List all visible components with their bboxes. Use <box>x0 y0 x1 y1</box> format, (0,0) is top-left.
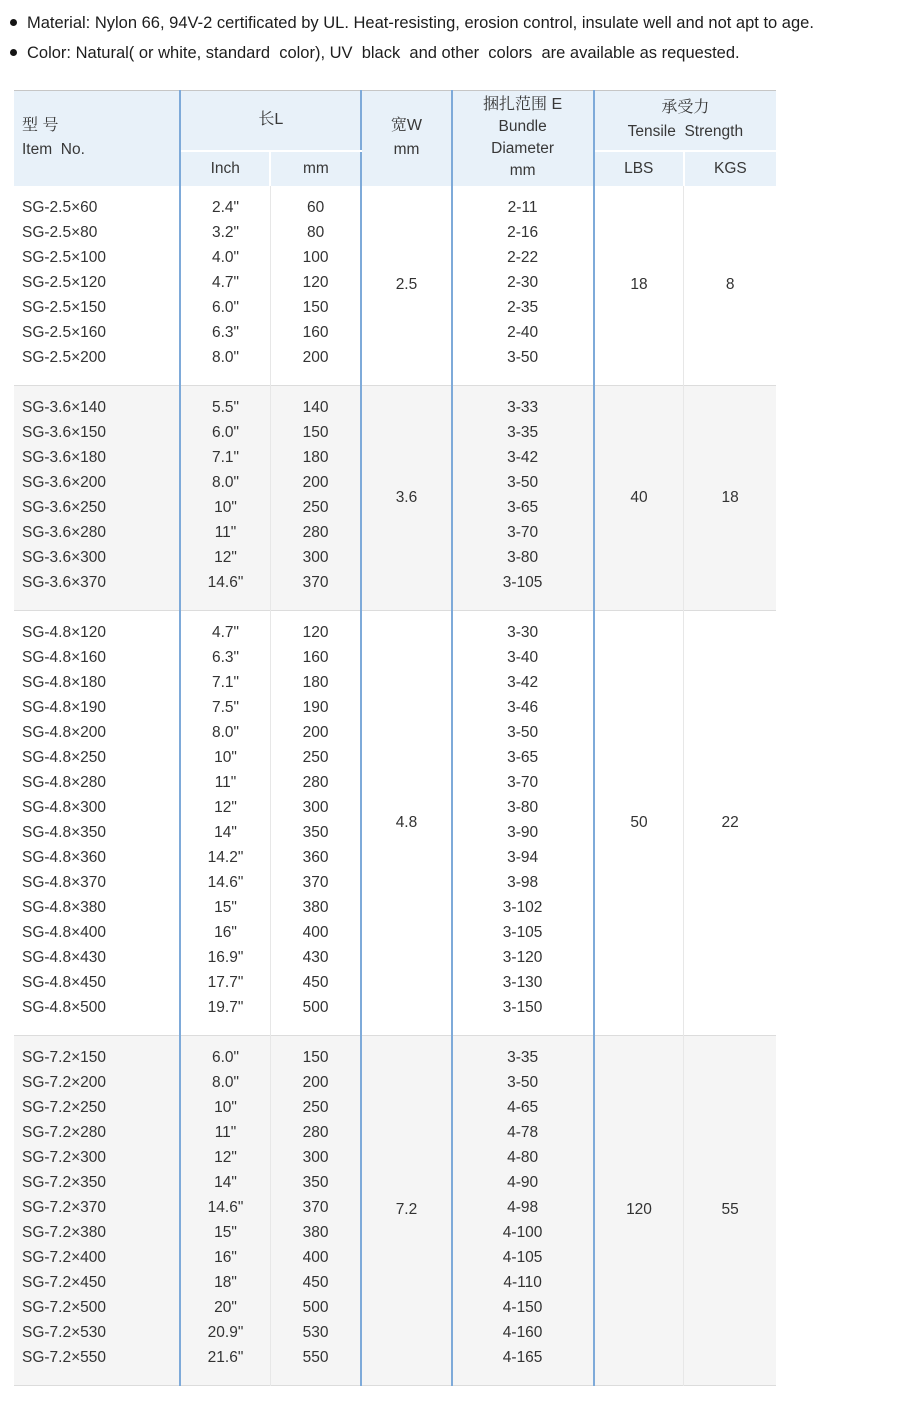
col-header-tensile-strength: 承受力 Tensile Strength <box>594 91 776 151</box>
bundle-diameter-cell: 3-120 <box>452 946 594 971</box>
bundle-diameter-cell: 4-78 <box>452 1121 594 1146</box>
length-mm-cell: 450 <box>270 971 361 996</box>
length-inch-cell: 16.9" <box>180 946 270 971</box>
length-mm-cell: 370 <box>270 1196 361 1221</box>
length-mm-cell: 140 <box>270 385 361 421</box>
length-inch-cell: 12" <box>180 546 270 571</box>
length-mm-cell: 120 <box>270 610 361 646</box>
item-no-cell: SG-7.2×500 <box>14 1296 180 1321</box>
length-mm-cell: 280 <box>270 771 361 796</box>
width-cell: 3.6 <box>361 385 451 610</box>
bundle-diameter-cell: 3-80 <box>452 546 594 571</box>
length-mm-cell: 370 <box>270 571 361 611</box>
length-mm-cell: 300 <box>270 546 361 571</box>
length-mm-cell: 120 <box>270 271 361 296</box>
length-mm-cell: 350 <box>270 1171 361 1196</box>
length-mm-cell: 180 <box>270 671 361 696</box>
item-no-cell: SG-2.5×60 <box>14 186 180 221</box>
col-header-lbs: LBS <box>594 151 684 186</box>
bundle-diameter-cell: 3-70 <box>452 521 594 546</box>
length-mm-cell: 530 <box>270 1321 361 1346</box>
bundle-diameter-cell: 3-46 <box>452 696 594 721</box>
bundle-diameter-cell: 3-42 <box>452 671 594 696</box>
col-header-mm: mm <box>270 151 361 186</box>
bundle-diameter-cell: 3-35 <box>452 421 594 446</box>
length-inch-cell: 2.4" <box>180 186 270 221</box>
length-inch-cell: 6.3" <box>180 646 270 671</box>
bundle-diameter-cell: 3-35 <box>452 1035 594 1071</box>
item-no-cell: SG-7.2×550 <box>14 1346 180 1386</box>
bundle-diameter-cell: 2-22 <box>452 246 594 271</box>
note-material-text: Material: Nylon 66, 94V-2 certificated by UL. Heat-resisting, erosion control, insulate well and not apt to age. <box>27 14 814 32</box>
col-header-kgs: KGS <box>684 151 776 186</box>
item-no-cell: SG-3.6×180 <box>14 446 180 471</box>
length-mm-cell: 60 <box>270 186 361 221</box>
item-no-cell: SG-7.2×300 <box>14 1146 180 1171</box>
bundle-diameter-cell: 3-150 <box>452 996 594 1036</box>
length-inch-cell: 4.7" <box>180 610 270 646</box>
length-inch-cell: 14.2" <box>180 846 270 871</box>
bundle-diameter-cell: 4-165 <box>452 1346 594 1386</box>
bundle-diameter-cell: 3-98 <box>452 871 594 896</box>
length-mm-cell: 200 <box>270 721 361 746</box>
length-inch-cell: 19.7" <box>180 996 270 1036</box>
col-header-inch: Inch <box>180 151 270 186</box>
spec-group <box>14 186 776 386</box>
length-inch-cell: 4.0" <box>180 246 270 271</box>
item-no-cell: SG-2.5×150 <box>14 296 180 321</box>
length-mm-cell: 300 <box>270 796 361 821</box>
length-inch-cell: 7.1" <box>180 671 270 696</box>
length-inch-cell: 16" <box>180 1246 270 1271</box>
bundle-diameter-cell: 2-16 <box>452 221 594 246</box>
length-mm-cell: 150 <box>270 296 361 321</box>
item-no-cell: SG-4.8×160 <box>14 646 180 671</box>
length-mm-cell: 250 <box>270 746 361 771</box>
item-no-cell: SG-2.5×120 <box>14 271 180 296</box>
length-mm-cell: 380 <box>270 896 361 921</box>
length-mm-cell: 380 <box>270 1221 361 1246</box>
tensile-lbs-cell: 50 <box>594 610 684 1035</box>
bundle-diameter-cell: 4-98 <box>452 1196 594 1221</box>
bundle-diameter-cell: 3-70 <box>452 771 594 796</box>
length-inch-cell: 20" <box>180 1296 270 1321</box>
bundle-diameter-cell: 3-130 <box>452 971 594 996</box>
item-no-cell: SG-7.2×530 <box>14 1321 180 1346</box>
length-mm-cell: 160 <box>270 321 361 346</box>
length-mm-cell: 500 <box>270 996 361 1036</box>
length-inch-cell: 7.5" <box>180 696 270 721</box>
length-mm-cell: 150 <box>270 421 361 446</box>
tensile-kgs-cell: 22 <box>721 813 739 831</box>
bullet-icon <box>10 49 17 56</box>
spec-table-header <box>14 91 776 186</box>
bundle-diameter-cell: 2-35 <box>452 296 594 321</box>
bundle-diameter-cell: 2-40 <box>452 321 594 346</box>
length-inch-cell: 11" <box>180 521 270 546</box>
spec-table <box>14 90 776 1386</box>
length-mm-cell: 100 <box>270 246 361 271</box>
length-mm-cell: 400 <box>270 1246 361 1271</box>
length-inch-cell: 4.7" <box>180 271 270 296</box>
bundle-diameter-cell: 4-105 <box>452 1246 594 1271</box>
item-no-cell: SG-2.5×200 <box>14 346 180 386</box>
length-inch-cell: 12" <box>180 1146 270 1171</box>
bundle-diameter-cell: 4-80 <box>452 1146 594 1171</box>
item-no-cell: SG-4.8×200 <box>14 721 180 746</box>
length-inch-cell: 16" <box>180 921 270 946</box>
note-color <box>10 38 910 68</box>
length-mm-cell: 430 <box>270 946 361 971</box>
length-mm-cell: 200 <box>270 346 361 386</box>
length-inch-cell: 14.6" <box>180 1196 270 1221</box>
bundle-diameter-cell: 3-80 <box>452 796 594 821</box>
bundle-diameter-cell: 3-105 <box>452 921 594 946</box>
item-no-cell: SG-4.8×370 <box>14 871 180 896</box>
length-inch-cell: 5.5" <box>180 385 270 421</box>
item-no-cell: SG-4.8×180 <box>14 671 180 696</box>
item-no-cell: SG-4.8×300 <box>14 796 180 821</box>
item-no-cell: SG-7.2×380 <box>14 1221 180 1246</box>
tensile-lbs-cell: 18 <box>594 186 684 386</box>
length-inch-cell: 10" <box>180 496 270 521</box>
item-no-cell: SG-4.8×350 <box>14 821 180 846</box>
item-no-cell: SG-4.8×380 <box>14 896 180 921</box>
length-mm-cell: 280 <box>270 521 361 546</box>
length-mm-cell: 80 <box>270 221 361 246</box>
length-mm-cell: 160 <box>270 646 361 671</box>
table-row <box>14 186 776 221</box>
col-header-item-en: Item No. <box>22 141 85 159</box>
length-inch-cell: 17.7" <box>180 971 270 996</box>
table-row <box>14 610 776 646</box>
product-notes <box>0 0 910 68</box>
length-mm-cell: 500 <box>270 1296 361 1321</box>
tensile-kgs-cell: 8 <box>725 276 735 293</box>
item-no-cell: SG-4.8×280 <box>14 771 180 796</box>
item-no-cell: SG-2.5×80 <box>14 221 180 246</box>
bundle-diameter-cell: 3-105 <box>452 571 594 611</box>
length-inch-cell: 8.0" <box>180 471 270 496</box>
length-mm-cell: 250 <box>270 496 361 521</box>
length-mm-cell: 360 <box>270 846 361 871</box>
length-inch-cell: 18" <box>180 1271 270 1296</box>
width-cell: 7.2 <box>361 1035 451 1385</box>
spec-group <box>14 1035 776 1385</box>
length-inch-cell: 14.6" <box>180 571 270 611</box>
spec-group <box>14 610 776 1035</box>
item-no-cell: SG-4.8×430 <box>14 946 180 971</box>
bundle-diameter-cell: 3-42 <box>452 446 594 471</box>
length-mm-cell: 300 <box>270 1146 361 1171</box>
length-mm-cell: 400 <box>270 921 361 946</box>
length-inch-cell: 6.3" <box>180 321 270 346</box>
item-no-cell: SG-3.6×370 <box>14 571 180 611</box>
length-mm-cell: 200 <box>270 471 361 496</box>
item-no-cell: SG-2.5×160 <box>14 321 180 346</box>
bundle-diameter-cell: 4-110 <box>452 1271 594 1296</box>
item-no-cell: SG-4.8×360 <box>14 846 180 871</box>
length-inch-cell: 11" <box>180 771 270 796</box>
bundle-diameter-cell: 3-50 <box>452 346 594 386</box>
length-inch-cell: 15" <box>180 896 270 921</box>
length-mm-cell: 200 <box>270 1071 361 1096</box>
col-header-length: 长L <box>180 91 361 151</box>
col-header-item-zh: 型 号 <box>22 117 59 135</box>
bullet-icon <box>10 19 17 26</box>
bundle-diameter-cell: 3-65 <box>452 746 594 771</box>
bundle-diameter-cell: 3-90 <box>452 821 594 846</box>
bundle-diameter-cell: 4-150 <box>452 1296 594 1321</box>
length-inch-cell: 7.1" <box>180 446 270 471</box>
item-no-cell: SG-7.2×400 <box>14 1246 180 1271</box>
tensile-kgs-cell: 55 <box>721 1201 739 1218</box>
col-header-bundle-diameter: 捆扎范围 E Bundle Diameter mm <box>452 91 594 186</box>
bundle-diameter-cell: 3-33 <box>452 385 594 421</box>
item-no-cell: SG-3.6×140 <box>14 385 180 421</box>
col-header-width: 宽W mm <box>361 91 451 186</box>
tensile-kgs-cell: 18 <box>721 488 739 506</box>
item-no-cell: SG-7.2×200 <box>14 1071 180 1096</box>
length-mm-cell: 250 <box>270 1096 361 1121</box>
length-inch-cell: 3.2" <box>180 221 270 246</box>
item-no-cell: SG-4.8×500 <box>14 996 180 1036</box>
item-no-cell: SG-3.6×300 <box>14 546 180 571</box>
bundle-diameter-cell: 3-102 <box>452 896 594 921</box>
note-material <box>10 8 910 38</box>
item-no-cell: SG-2.5×100 <box>14 246 180 271</box>
item-no-cell: SG-3.6×200 <box>14 471 180 496</box>
bundle-diameter-cell: 3-65 <box>452 496 594 521</box>
item-no-cell: SG-7.2×150 <box>14 1035 180 1071</box>
item-no-cell: SG-7.2×250 <box>14 1096 180 1121</box>
length-inch-cell: 12" <box>180 796 270 821</box>
item-no-cell: SG-7.2×280 <box>14 1121 180 1146</box>
table-row <box>14 1035 776 1071</box>
length-mm-cell: 150 <box>270 1035 361 1071</box>
bundle-diameter-cell: 3-30 <box>452 610 594 646</box>
item-no-cell: SG-7.2×370 <box>14 1196 180 1221</box>
col-header-item-no <box>14 91 180 186</box>
bundle-diameter-cell: 4-160 <box>452 1321 594 1346</box>
item-no-cell: SG-7.2×350 <box>14 1171 180 1196</box>
length-mm-cell: 370 <box>270 871 361 896</box>
width-cell: 2.5 <box>361 186 451 386</box>
bundle-diameter-cell: 3-40 <box>452 646 594 671</box>
length-mm-cell: 280 <box>270 1121 361 1146</box>
width-cell: 4.8 <box>361 610 451 1035</box>
bundle-diameter-cell: 2-11 <box>452 186 594 221</box>
length-inch-cell: 8.0" <box>180 1071 270 1096</box>
item-no-cell: SG-7.2×450 <box>14 1271 180 1296</box>
note-color-text: Color: Natural( or white, standard color), UV black and other colors are available as requested. <box>27 44 740 62</box>
tensile-lbs-cell: 40 <box>594 385 684 610</box>
bundle-diameter-cell: 4-100 <box>452 1221 594 1246</box>
bundle-diameter-cell: 4-65 <box>452 1096 594 1121</box>
bundle-diameter-cell: 3-50 <box>452 1071 594 1096</box>
length-inch-cell: 14.6" <box>180 871 270 896</box>
item-no-cell: SG-3.6×150 <box>14 421 180 446</box>
length-inch-cell: 6.0" <box>180 421 270 446</box>
item-no-cell: SG-4.8×190 <box>14 696 180 721</box>
length-mm-cell: 190 <box>270 696 361 721</box>
length-inch-cell: 8.0" <box>180 721 270 746</box>
length-inch-cell: 10" <box>180 1096 270 1121</box>
length-inch-cell: 6.0" <box>180 296 270 321</box>
length-mm-cell: 550 <box>270 1346 361 1386</box>
item-no-cell: SG-3.6×280 <box>14 521 180 546</box>
length-inch-cell: 6.0" <box>180 1035 270 1071</box>
length-inch-cell: 21.6" <box>180 1346 270 1386</box>
item-no-cell: SG-3.6×250 <box>14 496 180 521</box>
length-inch-cell: 10" <box>180 746 270 771</box>
length-mm-cell: 180 <box>270 446 361 471</box>
item-no-cell: SG-4.8×250 <box>14 746 180 771</box>
length-inch-cell: 11" <box>180 1121 270 1146</box>
item-no-cell: SG-4.8×120 <box>14 610 180 646</box>
length-inch-cell: 14" <box>180 821 270 846</box>
bundle-diameter-cell: 3-50 <box>452 471 594 496</box>
length-inch-cell: 14" <box>180 1171 270 1196</box>
length-inch-cell: 15" <box>180 1221 270 1246</box>
item-no-cell: SG-4.8×450 <box>14 971 180 996</box>
bundle-diameter-cell: 3-94 <box>452 846 594 871</box>
bundle-diameter-cell: 2-30 <box>452 271 594 296</box>
table-row <box>14 385 776 421</box>
length-mm-cell: 450 <box>270 1271 361 1296</box>
bundle-diameter-cell: 4-90 <box>452 1171 594 1196</box>
tensile-lbs-cell: 120 <box>594 1035 684 1385</box>
length-mm-cell: 350 <box>270 821 361 846</box>
length-inch-cell: 8.0" <box>180 346 270 386</box>
bundle-diameter-cell: 3-50 <box>452 721 594 746</box>
spec-group <box>14 385 776 610</box>
length-inch-cell: 20.9" <box>180 1321 270 1346</box>
item-no-cell: SG-4.8×400 <box>14 921 180 946</box>
